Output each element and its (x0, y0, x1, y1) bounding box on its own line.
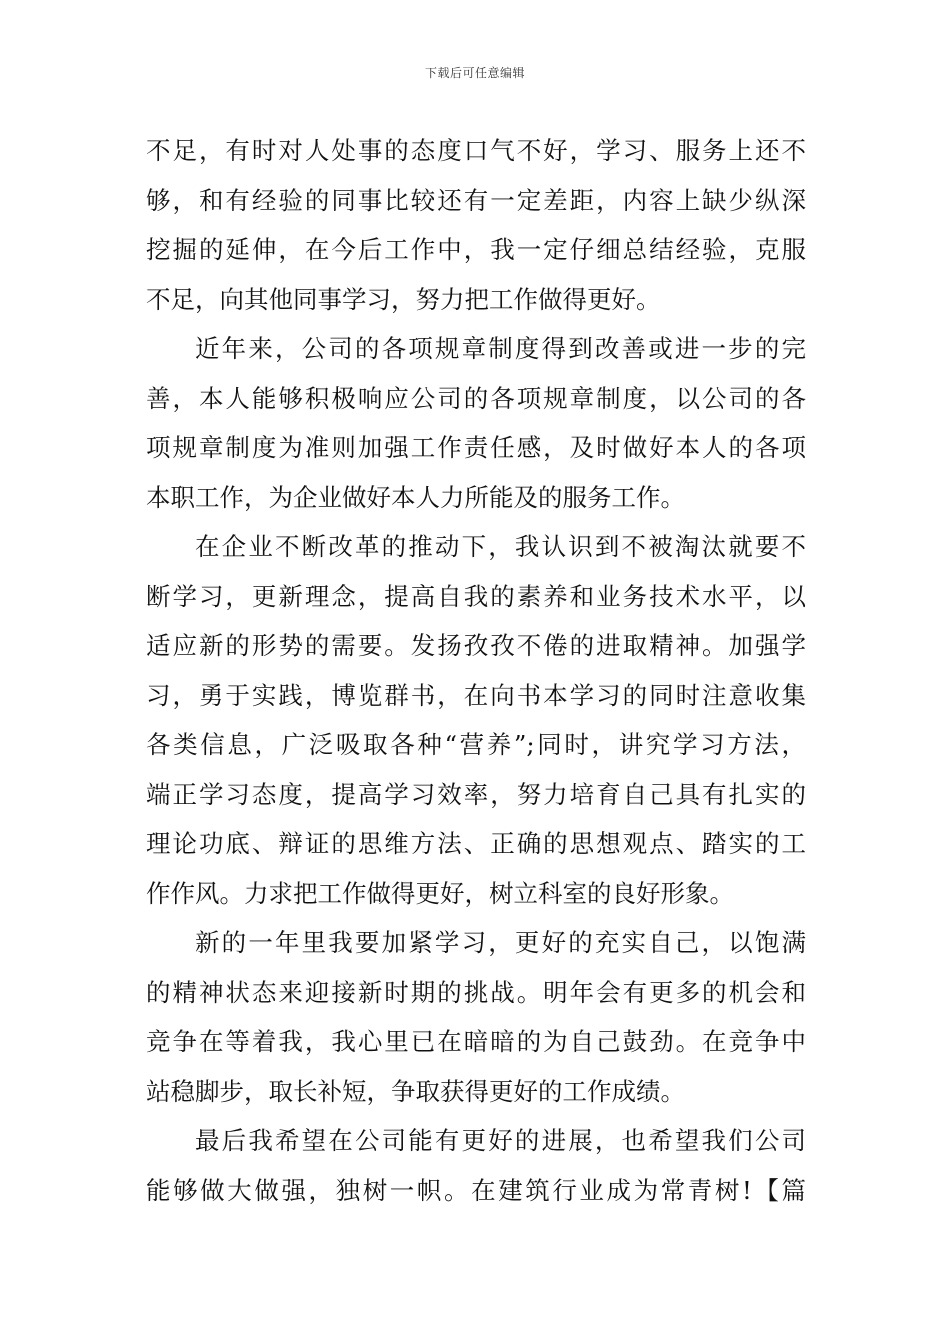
body-line: 的精神状态来迎接新时期的挑战。明年会有更多的机会和 (146, 977, 806, 1007)
body-line: 项规章制度为准则加强工作责任感，及时做好本人的各项 (146, 433, 806, 462)
body-line: 断学习，更新理念，提高自我的素养和业务技术水平，以 (146, 581, 806, 611)
body-line: 各类信息，广泛吸取各种“营养”;同时，讲究学习方法， (146, 730, 806, 759)
body-line: 最后我希望在公司能有更好的进展，也希望我们公司 (195, 1126, 806, 1155)
body-line: 竞争在等着我，我心里已在暗暗的为自己鼓劲。在竞争中 (146, 1027, 806, 1056)
body-line: 端正学习态度，提高学习效率，努力培育自己具有扎实的 (146, 779, 806, 809)
body-line: 作作风。力求把工作做得更好，树立科室的良好形象。 (146, 878, 734, 908)
body-line: 挖掘的延伸，在今后工作中，我一定仔细总结经验，克服 (146, 235, 806, 264)
body-line: 新的一年里我要加紧学习，更好的充实自己，以饱满 (195, 928, 806, 957)
page-header: 下载后可任意编辑 (424, 66, 525, 80)
body-line: 能够做大做强，独树一帜。在建筑行业成为常青树!【篇 (146, 1175, 806, 1205)
body-line: 善，本人能够积极响应公司的各项规章制度，以公司的各 (146, 383, 806, 413)
document-body (146, 126, 806, 1215)
body-line: 近年来，公司的各项规章制度得到改善或进一步的完 (195, 334, 806, 363)
body-line: 够，和有经验的同事比较还有一定差距，内容上缺少纵深 (146, 185, 806, 215)
body-line: 习，勇于实践，博览群书，在向书本学习的同时注意收集 (146, 680, 806, 710)
body-line: 适应新的形势的需要。发扬孜孜不倦的进取精神。加强学 (146, 631, 806, 660)
body-line: 本职工作，为企业做好本人力所能及的服务工作。 (146, 482, 685, 512)
body-line: 站稳脚步，取长补短，争取获得更好的工作成绩。 (146, 1076, 685, 1106)
body-line: 在企业不断改革的推动下，我认识到不被淘汰就要不 (195, 532, 806, 561)
body-line: 不足，向其他同事学习，努力把工作做得更好。 (146, 284, 661, 314)
body-line: 不足，有时对人处事的态度口气不好，学习、服务上还不 (146, 136, 806, 165)
body-line: 理论功底、辩证的思维方法、正确的思想观点、踏实的工 (146, 829, 806, 858)
